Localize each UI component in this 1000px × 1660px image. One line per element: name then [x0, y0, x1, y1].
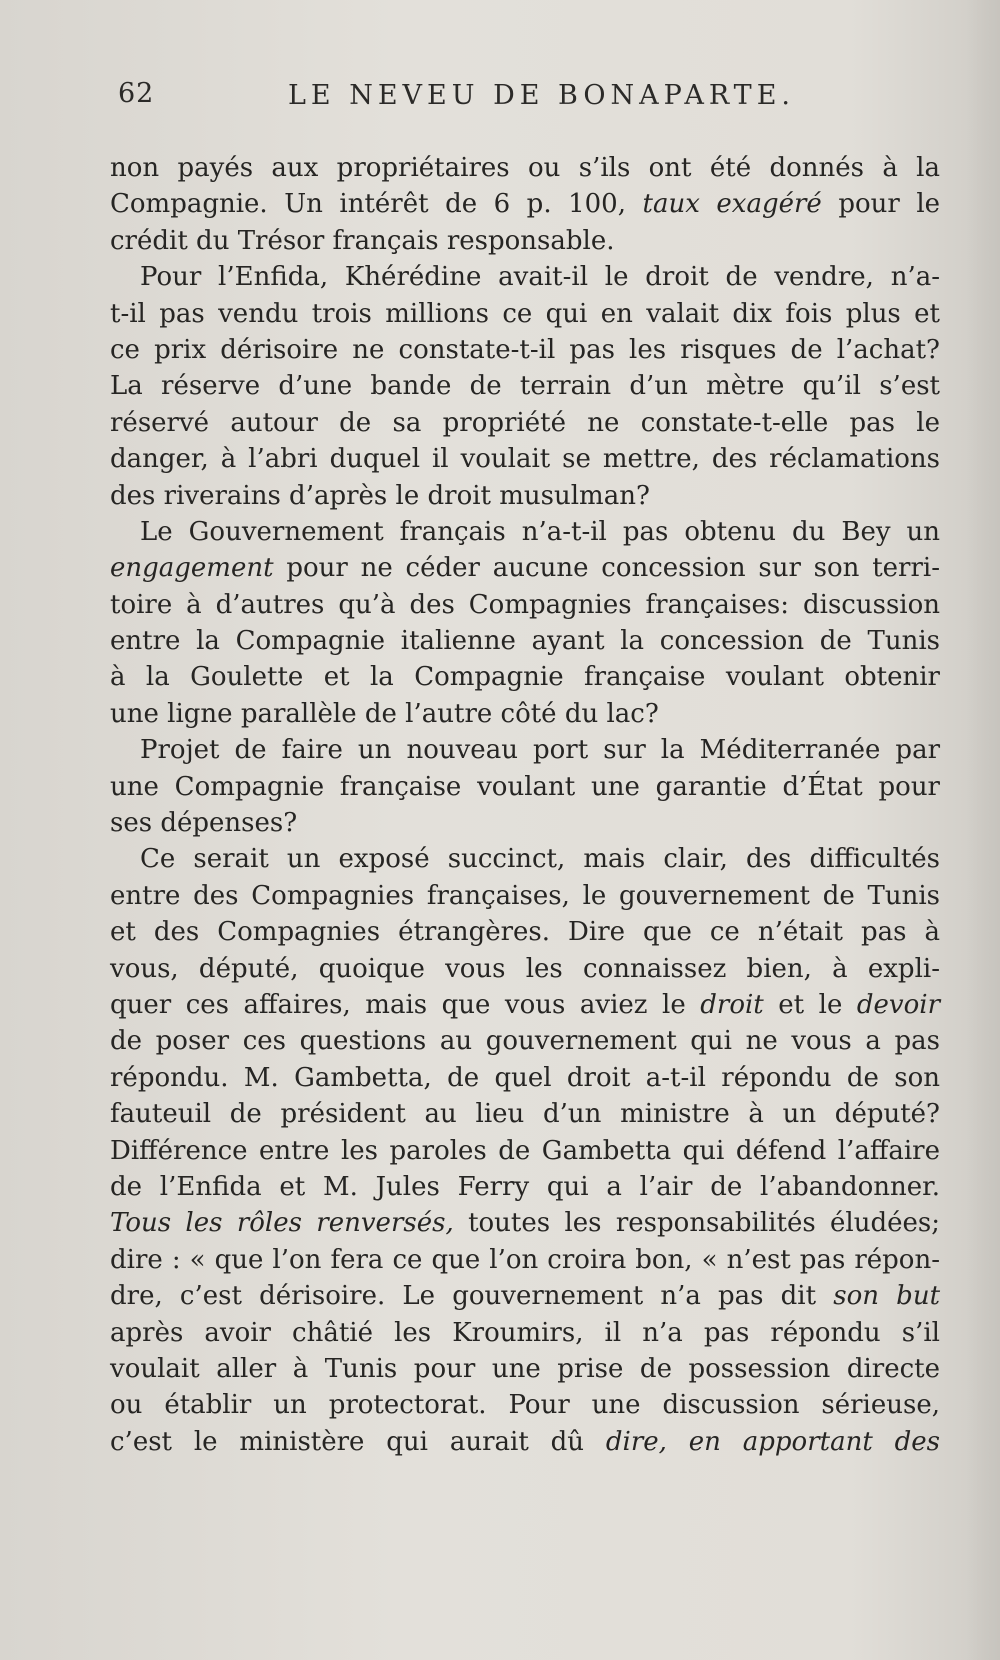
text-line: et des Compagnies étrangères. Dire que ce n’était pas à — [110, 917, 940, 948]
italic-run: dire, en apportant des — [605, 1426, 941, 1457]
text-line — [110, 550, 940, 586]
text-line: dire : « que l’on fera ce que l’on croira bon, « n’est pas répon- — [110, 1244, 940, 1275]
text-line: toire à d’autres qu’à des Compagnies françaises: discussion — [110, 589, 940, 620]
text-line: réservé autour de sa propriété ne constate-t-elle pas le — [110, 407, 940, 438]
text-line: Le Gouvernement français n’a-t-il pas obtenu du Bey un — [140, 516, 940, 547]
text-line: à la Goulette et la Compagnie française voulant obtenir — [110, 662, 940, 693]
text-run: dre, c’est dérisoire. Le gouvernement n’a pas dit — [110, 1281, 817, 1312]
text-line — [110, 186, 940, 222]
running-title: LE NEVEU DE BONAPARTE. — [288, 80, 795, 111]
text-line: La réserve d’une bande de terrain d’un mètre qu’il s’est — [110, 371, 940, 402]
body-text — [110, 150, 940, 1460]
text-line: répondu. M. Gambetta, de quel droit a-t-il répondu de son — [110, 1062, 940, 1093]
page-header — [118, 78, 938, 118]
text-run: pour ne céder aucune concession sur son terri- — [286, 553, 941, 584]
text-line: après avoir châtié les Kroumirs, il n’a pas répondu s’il — [110, 1317, 940, 1348]
text-line: non payés aux propriétaires ou s’ils ont été donnés à la — [110, 153, 940, 183]
text-line: crédit du Trésor français responsable. — [110, 225, 615, 256]
italic-run: devoir — [856, 989, 941, 1020]
text-line: Différence entre les paroles de Gambetta qui défend l’affaire — [110, 1135, 940, 1166]
text-line: de poser ces questions au gouvernement qui ne vous a pas — [110, 1026, 940, 1057]
text-run: quer ces affaires, mais que vous aviez le — [110, 989, 686, 1020]
italic-run: droit — [700, 989, 764, 1020]
italic-run: taux exagéré — [642, 189, 822, 220]
text-line: fauteuil de président au lieu d’un ministre à un député? — [110, 1099, 940, 1130]
text-line: t-il pas vendu trois millions ce qui en valait dix fois plus et — [110, 298, 940, 329]
text-run: Compagnie. Un intérêt de 6 p. 100, — [110, 189, 626, 220]
text-line: voulait aller à Tunis pour une prise de possession directe — [110, 1353, 940, 1384]
text-run: et le — [778, 989, 843, 1020]
italic-run: Tous les rôles renversés, — [110, 1208, 454, 1239]
text-line — [110, 1424, 940, 1460]
text-run: c’est le ministère qui aurait dû — [110, 1426, 585, 1457]
text-line: ou établir un protectorat. Pour une discussion sérieuse, — [110, 1390, 940, 1421]
text-line: Ce serait un exposé succinct, mais clair, des difficultés — [140, 844, 940, 875]
text-line: des riverains d’après le droit musulman? — [110, 480, 650, 511]
text-line — [110, 987, 940, 1023]
text-line: une ligne parallèle de l’autre côté du lac? — [110, 698, 659, 729]
text-line — [110, 1278, 940, 1314]
italic-run: engagement — [110, 553, 274, 584]
text-line: ce prix dérisoire ne constate-t-il pas les risques de l’achat? — [110, 334, 940, 365]
italic-run: son but — [833, 1281, 941, 1312]
text-line: ses dépenses? — [110, 808, 298, 839]
page-number: 62 — [118, 78, 155, 109]
text-line: une Compagnie française voulant une garantie d’État pour — [110, 771, 940, 802]
text-line: Pour l’Enfida, Khérédine avait-il le droit de vendre, n’a- — [140, 262, 940, 293]
text-line: entre la Compagnie italienne ayant la concession de Tunis — [110, 626, 940, 657]
text-line: danger, à l’abri duquel il voulait se mettre, des réclamations — [110, 444, 940, 475]
text-line: de l’Enfida et M. Jules Ferry qui a l’air de l’abandonner. — [110, 1171, 940, 1202]
page-gutter-shadow — [966, 0, 1000, 1660]
text-line — [110, 1205, 940, 1241]
text-run: pour le — [838, 189, 941, 220]
text-run: toutes les responsabilités éludées; — [468, 1208, 940, 1239]
text-line: vous, député, quoique vous les connaissez bien, à expli- — [110, 953, 940, 984]
text-line: Projet de faire un nouveau port sur la Méditerranée par — [140, 735, 940, 766]
text-line: entre des Compagnies françaises, le gouvernement de Tunis — [110, 880, 940, 911]
